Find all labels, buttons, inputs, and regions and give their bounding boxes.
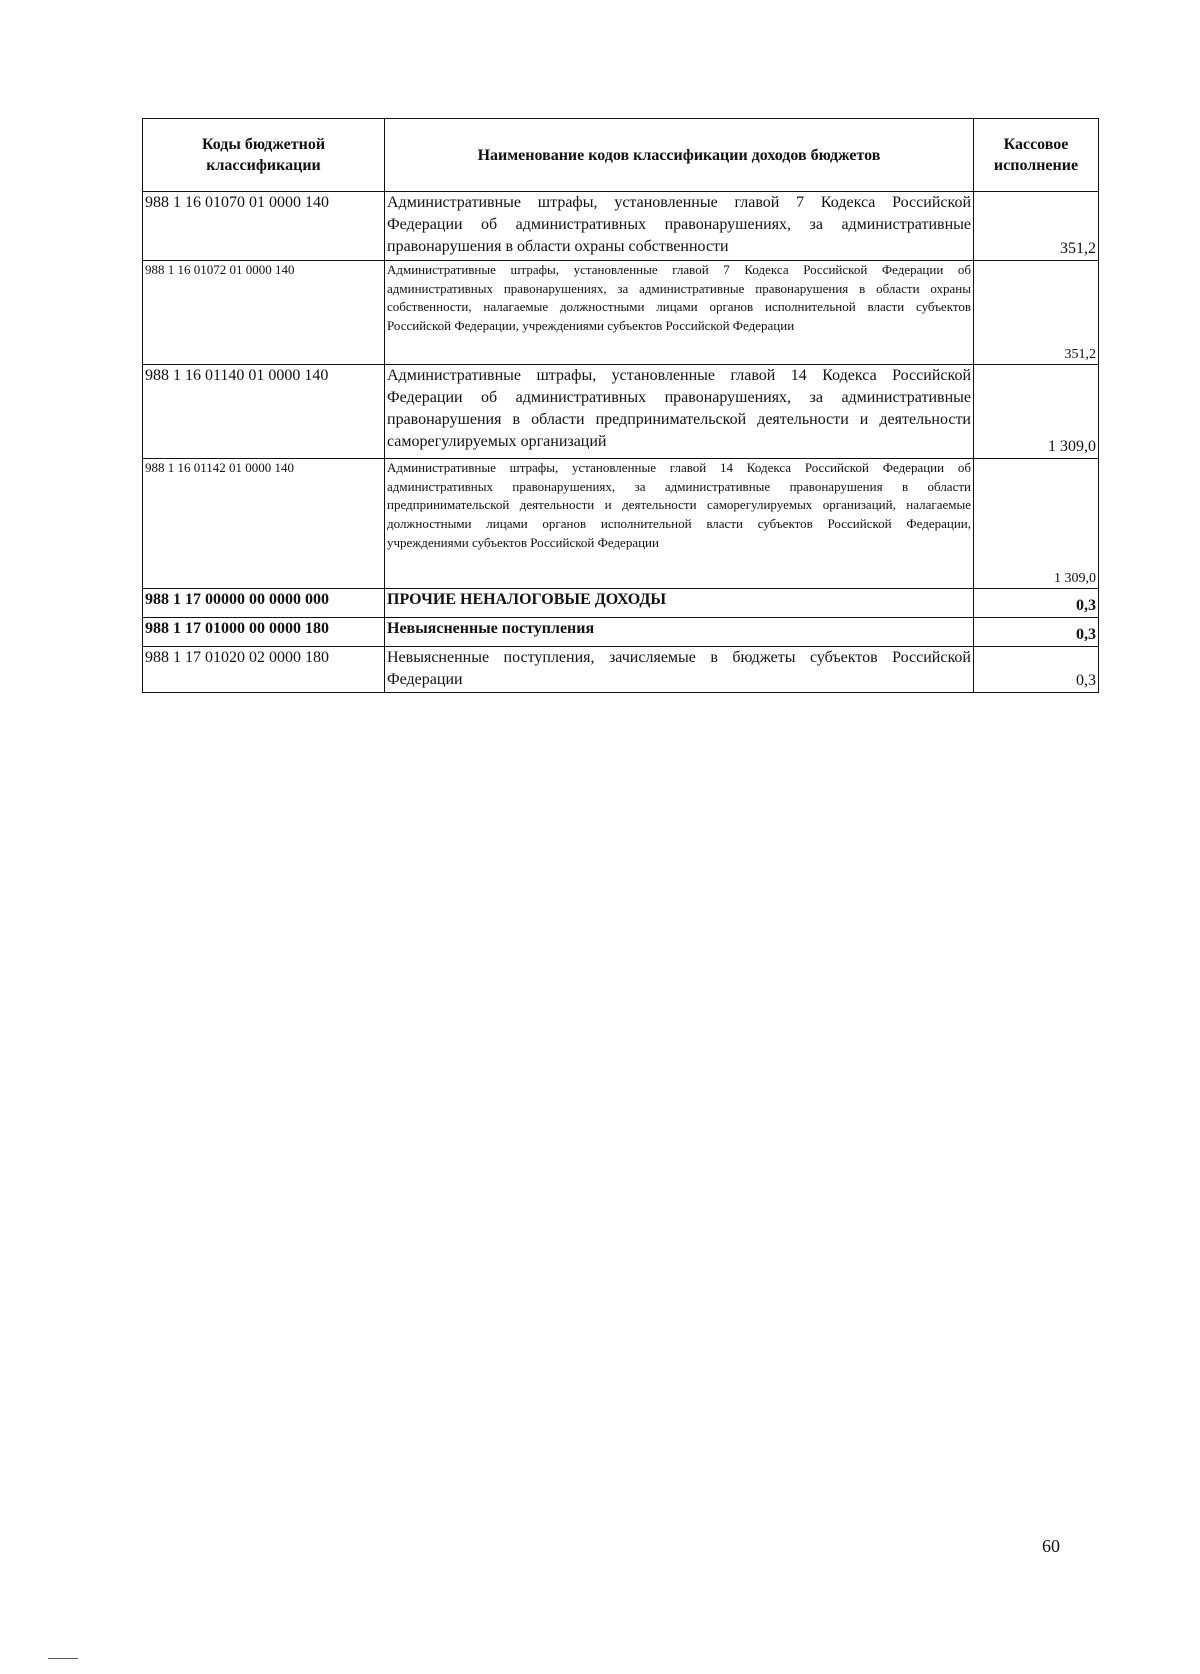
row-code: 988 1 16 01070 01 0000 140 (143, 192, 385, 261)
row-name: ПРОЧИЕ НЕНАЛОГОВЫЕ ДОХОДЫ (385, 589, 974, 618)
row-code: 988 1 17 01000 00 0000 180 (143, 618, 385, 647)
header-code (143, 119, 385, 192)
row-code: 988 1 16 01072 01 0000 140 (143, 261, 385, 365)
table-row (143, 618, 1099, 647)
page-number: 60 (1042, 1536, 1060, 1556)
row-amount: 1 309,0 (974, 459, 1099, 589)
row-amount: 0,3 (974, 618, 1099, 647)
row-code: 988 1 17 00000 00 0000 000 (143, 589, 385, 618)
row-amount: 351,2 (974, 192, 1099, 261)
row-amount: 1 309,0 (974, 365, 1099, 459)
row-name: Невыясненные поступления, зачисляемые в бюджеты субъектов Российской Федерации (385, 647, 974, 693)
table-row (143, 647, 1099, 693)
row-code: 988 1 17 01020 02 0000 180 (143, 647, 385, 693)
scan-mark-divider (48, 1658, 78, 1659)
table-row (143, 261, 1099, 365)
header-code-label: Коды бюджетной классификации (201, 136, 326, 174)
row-amount: 0,3 (974, 589, 1099, 618)
table-header-row (143, 119, 1099, 192)
row-code: 988 1 16 01140 01 0000 140 (143, 365, 385, 459)
row-name: Административные штрафы, установленные главой 14 Кодекса Российской Федерации об административных правонарушениях, за административные правонарушения в области предпринимательской деятельности и деятельности саморегулируемых организаций (385, 365, 974, 459)
header-name-label: Наименование кодов классификации доходов бюджетов (477, 146, 881, 164)
row-name: Административные штрафы, установленные главой 7 Кодекса Российской Федерации об административных правонарушениях, за административные правонарушения в области охраны собственности, налагаемые должностными лицами органов исполнительной власти субъектов Российской Федерации, учреждениями субъектов Российской Федерации (385, 261, 974, 365)
row-amount: 0,3 (974, 647, 1099, 693)
row-amount: 351,2 (974, 261, 1099, 365)
row-name: Административные штрафы, установленные главой 14 Кодекса Российской Федерации об административных правонарушениях, за административные правонарушения в области предпринимательской деятельности и деятельности саморегулируемых организаций, налагаемые должностными лицами органов исполнительной власти субъектов Российской Федерации, учреждениями субъектов Российской Федерации (385, 459, 974, 589)
row-name: Административные штрафы, установленные главой 7 Кодекса Российской Федерации об административных правонарушениях, за административные правонарушения в области охраны собственности (385, 192, 974, 261)
row-code: 988 1 16 01142 01 0000 140 (143, 459, 385, 589)
table-row (143, 365, 1099, 459)
header-amount (974, 119, 1099, 192)
header-amount-label: Кассовое исполнение (993, 136, 1079, 174)
table-row (143, 459, 1099, 589)
table-row (143, 589, 1099, 618)
row-name: Невыясненные поступления (385, 618, 974, 647)
table-row (143, 192, 1099, 261)
header-name (385, 119, 974, 192)
budget-classification-table (142, 118, 1099, 693)
